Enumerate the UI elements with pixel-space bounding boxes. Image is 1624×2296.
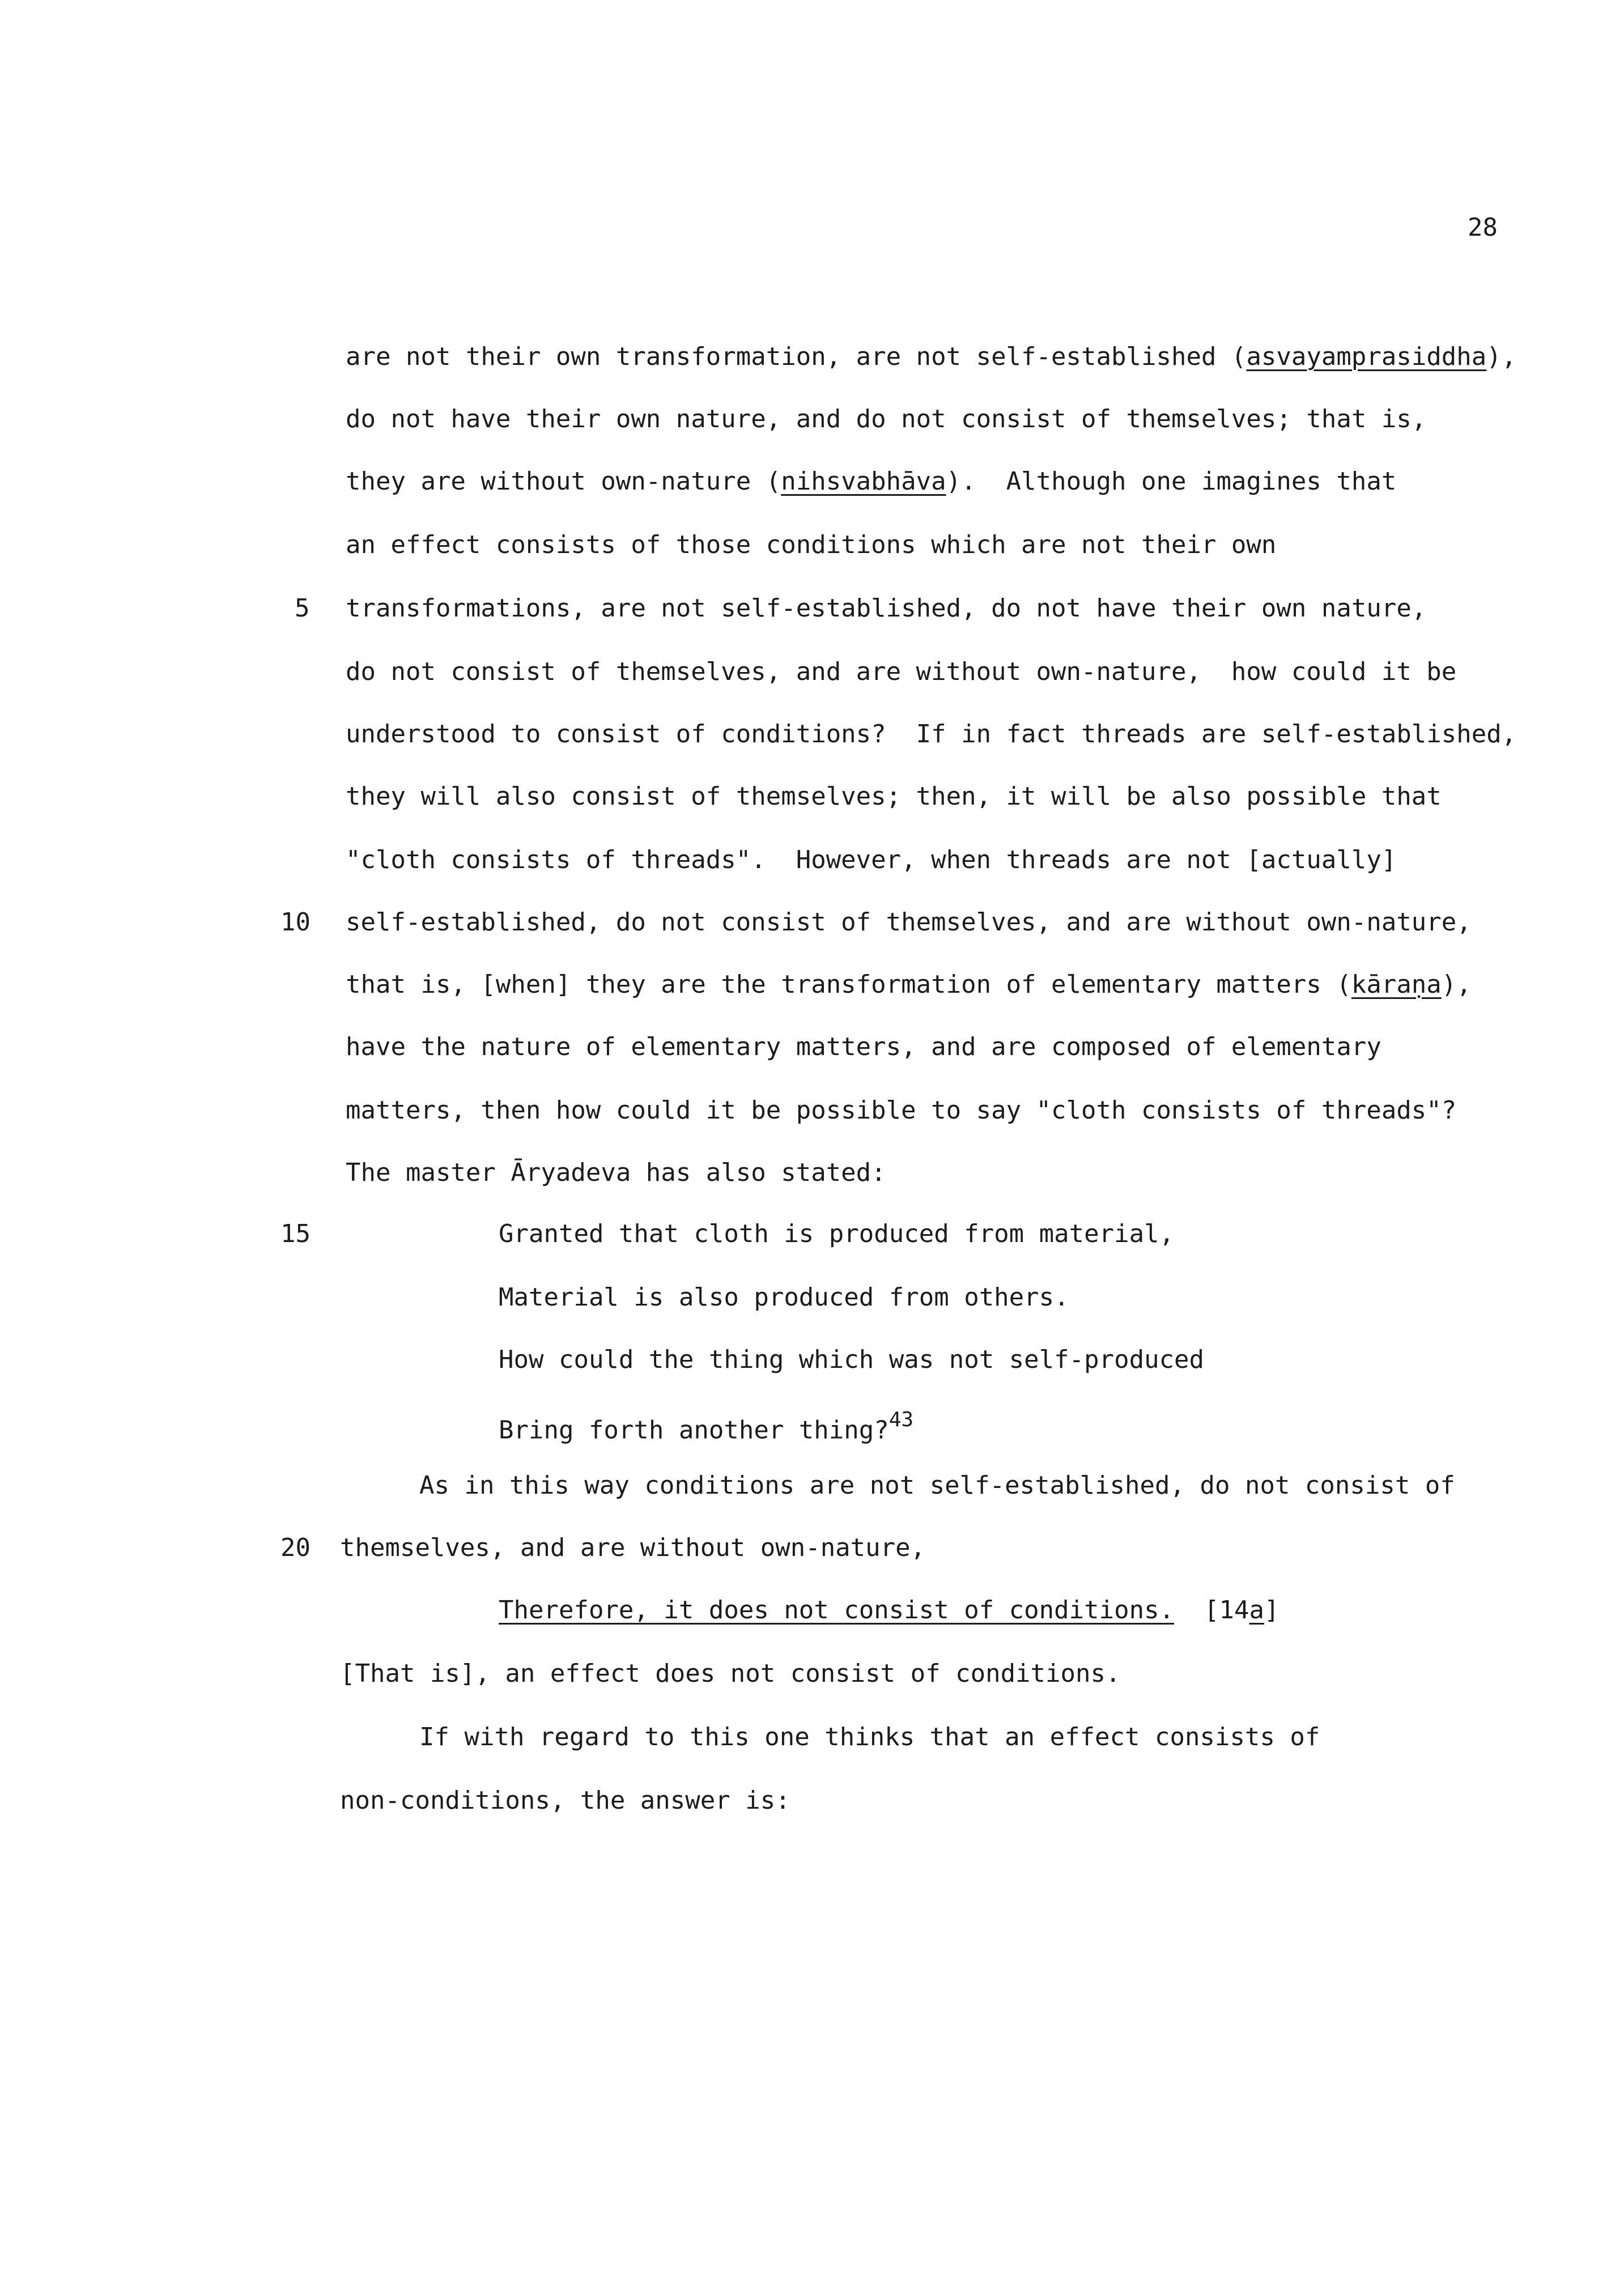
line-number-20: 20 (280, 1533, 311, 1562)
closing-line-1: If with regard to this one thinks that an effect consists of (419, 1723, 1320, 1751)
text-line-2: do not have their own nature, and do not consist of themselves; that is, (346, 405, 1427, 433)
text-line-14: The master Āryadeva has also stated: (346, 1158, 886, 1187)
text-line-7: understood to consist of conditions? If in fact threads are self-established, (346, 720, 1517, 749)
text-line-8: they will also consist of themselves; then, it will be also possible that (346, 782, 1442, 811)
text-line-3: they are without own-nature (nihsvabhāva). Although one imagines that (346, 467, 1397, 496)
continuation-line-1: As in this way conditions are not self-established, do not consist of (419, 1471, 1455, 1500)
page-number: 28 (1468, 213, 1498, 242)
text-line-10: self-established, do not consist of themselves, and are without own-nature, (346, 908, 1472, 937)
line-number-5: 5 (295, 594, 310, 623)
verse-line-2: Material is also produced from others. (499, 1283, 1069, 1312)
verse-line-4: Bring forth another thing?$^{43}$ (499, 1408, 914, 1445)
line-number-15: 15 (280, 1219, 311, 1248)
karika-text: Therefore, it does not consist of conditions. (499, 1596, 1175, 1625)
text-line-12: have the nature of elementary matters, and are composed of elementary (346, 1032, 1381, 1061)
text-line-13: matters, then how could it be possible to say "cloth consists of threads"? (346, 1096, 1457, 1125)
commentary-line: [That is], an effect does not consist of conditions. (340, 1659, 1121, 1688)
text-line-4: an effect consists of those conditions which are not their own (346, 530, 1277, 559)
text-line-9: "cloth consists of threads". However, when threads are not [actually] (346, 845, 1397, 874)
verse-line-3: How could the thing which was not self-produced (499, 1345, 1205, 1374)
closing-line-2: non-conditions, the answer is: (340, 1786, 790, 1815)
sanskrit-term-nihsvabhava: nihsvabhāva (781, 467, 946, 496)
text-line-5: transformations, are not self-established, do not have their own nature, (346, 594, 1427, 623)
line-number-10: 10 (280, 908, 311, 937)
text-line-11: that is, [when] they are the transformation of elementary matters (kāraṇa), (346, 970, 1472, 999)
verse-line-1: Granted that cloth is produced from material, (499, 1219, 1175, 1248)
text-line-6: do not consist of themselves, and are without own-nature, how could it be (346, 657, 1457, 686)
continuation-line-2: themselves, and are without own-nature, (340, 1533, 926, 1562)
footnote-reference: 43 (888, 1408, 914, 1431)
text-line-1: are not their own transformation, are not self-established (asvayamprasiddha), (346, 342, 1517, 371)
sanskrit-term-asvayamprasiddha: asvayamprasiddha (1246, 342, 1487, 371)
karika-line: Therefore, it does not consist of conditions. [14a] (499, 1596, 1279, 1625)
sanskrit-term-karana: kāraṇa (1351, 970, 1442, 999)
